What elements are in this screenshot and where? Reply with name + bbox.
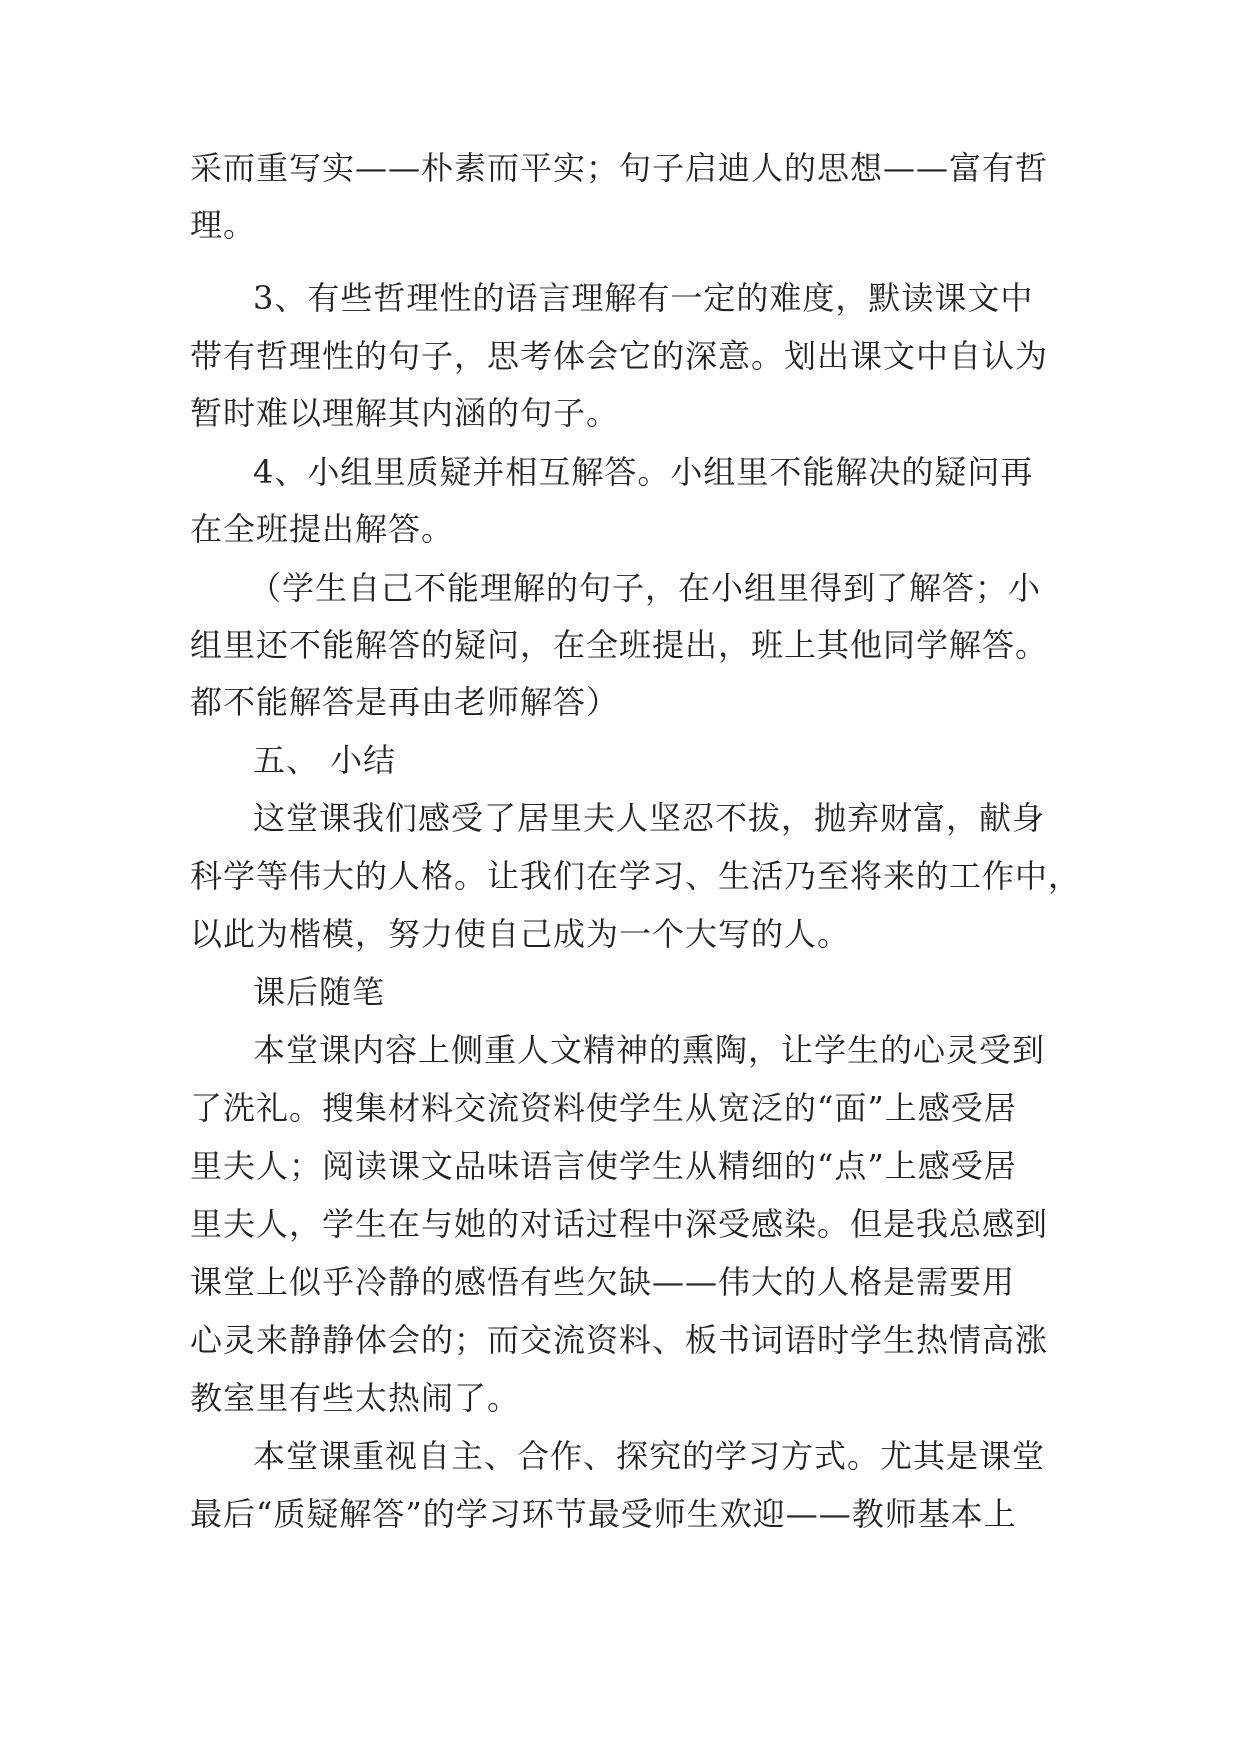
text-line-23: 本堂课重视自主、合作、探究的学习方式。尤其是课堂 [253, 1437, 1046, 1475]
text-line-10: 都不能解答是再由老师解答） [190, 683, 620, 721]
text-line-17: 了洗礼。搜集材料交流资料使学生从宽泛的“面”上感受居 [190, 1089, 1017, 1127]
text-line-16: 本堂课内容上侧重人文精神的熏陶，让学生的心灵受到 [253, 1031, 1046, 1069]
text-line-22: 教室里有些太热闹了。 [190, 1379, 521, 1417]
text-line-8: （学生自己不能理解的句子，在小组里得到了解答；小 [249, 569, 1042, 607]
text-line-9: 组里还不能解答的疑问，在全班提出，班上其他同学解答。 [190, 626, 1049, 664]
text-line-24: 最后“质疑解答”的学习环节最受师生欢迎——教师基本上 [190, 1495, 1017, 1533]
text-line-19: 里夫人，学生在与她的对话过程中深受感染。但是我总感到 [190, 1205, 1049, 1243]
text-line-13: 科学等伟大的人格。让我们在学习、生活乃至将来的工作中， [190, 857, 1082, 895]
text-line-6: 4、小组里质疑并相互解答。小组里不能解决的疑问再 [253, 453, 1034, 491]
text-line-4: 带有哲理性的句子，思考体会它的深意。划出课文中自认为 [190, 337, 1049, 375]
text-line-14: 以此为楷模，努力使自己成为一个大写的人。 [190, 915, 851, 953]
text-line-1: 采而重写实——朴素而平实；句子启迪人的思想——富有哲 [190, 149, 1049, 187]
text-line-21: 心灵来静静体会的；而交流资料、板书词语时学生热情高涨 [190, 1321, 1049, 1359]
text-line-3: 3、有些哲理性的语言理解有一定的难度，默读课文中 [253, 279, 1034, 317]
text-line-20: 课堂上似乎冷静的感悟有些欠缺——伟大的人格是需要用 [190, 1263, 1016, 1301]
text-line-12: 这堂课我们感受了居里夫人坚忍不拔，抛弃财富，献身 [253, 799, 1046, 837]
text-line-18: 里夫人；阅读课文品味语言使学生从精细的“点”上感受居 [190, 1147, 1017, 1185]
text-line-2: 理。 [190, 206, 257, 244]
section-heading-notes: 课后随笔 [253, 973, 386, 1011]
section-heading-summary: 五、 小结 [253, 741, 397, 779]
text-line-5: 暂时难以理解其内涵的句子。 [190, 394, 620, 432]
text-line-7: 在全班提出解答。 [190, 510, 455, 548]
